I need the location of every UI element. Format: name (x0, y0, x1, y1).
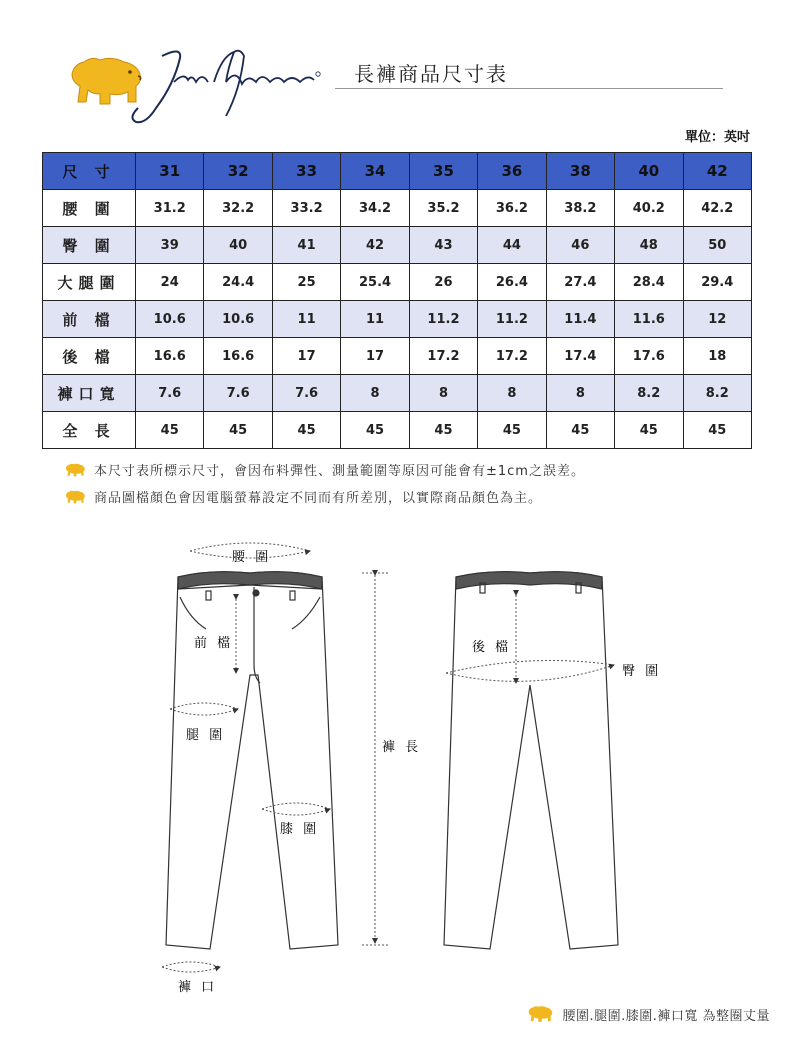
footer-note-text: 腰圍.腿圍.膝圍.褲口寬 為整圈丈量 (562, 1008, 770, 1024)
golden-bear-icon (526, 1004, 554, 1024)
table-cell: 27.4 (546, 264, 614, 301)
row-label: 前 檔 (43, 301, 136, 338)
size-col-40: 40 (615, 153, 683, 190)
size-col-34: 34 (341, 153, 409, 190)
table-cell: 8 (546, 375, 614, 412)
note-color (64, 487, 542, 506)
table-cell: 46 (546, 227, 614, 264)
note-tolerance-text: 本尺寸表所標示尺寸，會因布料彈性、測量範圍等原因可能會有±1cm之誤差。 (94, 464, 585, 479)
table-cell: 11 (341, 301, 409, 338)
table-cell: 34.2 (341, 190, 409, 227)
table-row (43, 301, 752, 338)
size-col-33: 33 (272, 153, 340, 190)
row-label: 全 長 (43, 412, 136, 449)
table-cell: 17 (272, 338, 340, 375)
table-cell: 8.2 (615, 375, 683, 412)
table-row (43, 190, 752, 227)
label-front-rise: 前 檔 (194, 636, 234, 651)
label-thigh: 腿 圍 (186, 728, 226, 743)
row-label: 後 檔 (43, 338, 136, 375)
table-cell: 31.2 (136, 190, 204, 227)
title-divider (335, 88, 723, 89)
table-cell: 7.6 (136, 375, 204, 412)
table-cell: 28.4 (615, 264, 683, 301)
table-cell: 45 (478, 412, 546, 449)
table-cell: 39 (136, 227, 204, 264)
table-cell: 43 (409, 227, 477, 264)
table-cell: 11.2 (409, 301, 477, 338)
table-cell: 45 (683, 412, 752, 449)
table-cell: 17.6 (615, 338, 683, 375)
table-cell: 10.6 (204, 301, 272, 338)
page-title: 長褲商品尺寸表 (354, 62, 508, 86)
table-cell: 26.4 (478, 264, 546, 301)
length-measure (362, 573, 388, 945)
pants-measurement-diagram (150, 525, 670, 1005)
size-col-38: 38 (546, 153, 614, 190)
table-cell: 11 (272, 301, 340, 338)
table-cell: 16.6 (204, 338, 272, 375)
table-cell: 16.6 (136, 338, 204, 375)
size-header-label: 尺 寸 (43, 153, 136, 190)
row-label: 大腿圍 (43, 264, 136, 301)
table-cell: 8.2 (683, 375, 752, 412)
golden-bear-icon (64, 489, 86, 505)
table-cell: 45 (136, 412, 204, 449)
table-cell: 26 (409, 264, 477, 301)
table-cell: 41 (272, 227, 340, 264)
table-cell: 12 (683, 301, 752, 338)
table-cell: 42 (341, 227, 409, 264)
table-cell: 17.2 (478, 338, 546, 375)
table-cell: 25 (272, 264, 340, 301)
table-cell: 11.4 (546, 301, 614, 338)
label-knee: 膝 圍 (280, 822, 320, 837)
label-hem: 褲 口 (178, 980, 218, 995)
size-table (42, 152, 752, 449)
table-cell: 45 (341, 412, 409, 449)
table-cell: 35.2 (409, 190, 477, 227)
table-cell: 8 (478, 375, 546, 412)
table-cell: 48 (615, 227, 683, 264)
table-row (43, 338, 752, 375)
table-cell: 45 (272, 412, 340, 449)
table-cell: 7.6 (204, 375, 272, 412)
table-cell: 24.4 (204, 264, 272, 301)
table-row (43, 412, 752, 449)
table-cell: 44 (478, 227, 546, 264)
table-cell: 40.2 (615, 190, 683, 227)
table-cell: 10.6 (136, 301, 204, 338)
note-color-text: 商品圖檔顏色會因電腦螢幕設定不同而有所差別，以實際商品顏色為主。 (94, 491, 543, 506)
label-waist: 腰 圍 (232, 550, 272, 565)
front-pants-drawing (166, 572, 338, 949)
table-cell: 17 (341, 338, 409, 375)
table-cell: 8 (341, 375, 409, 412)
footer-note (526, 1004, 770, 1024)
label-length: 褲 長 (382, 740, 422, 755)
table-cell: 11.2 (478, 301, 546, 338)
size-col-35: 35 (409, 153, 477, 190)
table-cell: 17.4 (546, 338, 614, 375)
table-row (43, 227, 752, 264)
row-label: 褲口寬 (43, 375, 136, 412)
unit-label: 單位：英吋 (684, 130, 750, 145)
size-header-row (43, 153, 752, 190)
table-cell: 40 (204, 227, 272, 264)
table-cell: 45 (546, 412, 614, 449)
size-col-36: 36 (478, 153, 546, 190)
table-cell: 17.2 (409, 338, 477, 375)
note-tolerance (64, 460, 585, 479)
table-cell: 29.4 (683, 264, 752, 301)
table-row (43, 264, 752, 301)
size-col-32: 32 (204, 153, 272, 190)
golden-bear-icon (64, 462, 86, 478)
table-cell: 36.2 (478, 190, 546, 227)
table-cell: 33.2 (272, 190, 340, 227)
label-back-rise: 後 檔 (472, 640, 512, 655)
table-cell: 45 (615, 412, 683, 449)
table-cell: 50 (683, 227, 752, 264)
jack-nicklaus-signature-logo (122, 38, 332, 134)
row-label: 腰 圍 (43, 190, 136, 227)
size-col-42: 42 (683, 153, 752, 190)
table-row (43, 375, 752, 412)
hem-measure (162, 962, 220, 972)
size-col-31: 31 (136, 153, 204, 190)
row-label: 臀 圍 (43, 227, 136, 264)
table-cell: 11.6 (615, 301, 683, 338)
table-cell: 45 (409, 412, 477, 449)
table-cell: 24 (136, 264, 204, 301)
label-hip: 臀 圍 (622, 664, 662, 679)
table-cell: 7.6 (272, 375, 340, 412)
table-cell: 18 (683, 338, 752, 375)
table-cell: 8 (409, 375, 477, 412)
table-cell: 32.2 (204, 190, 272, 227)
table-cell: 45 (204, 412, 272, 449)
back-pants-drawing (444, 572, 618, 949)
table-cell: 38.2 (546, 190, 614, 227)
table-cell: 42.2 (683, 190, 752, 227)
table-cell: 25.4 (341, 264, 409, 301)
